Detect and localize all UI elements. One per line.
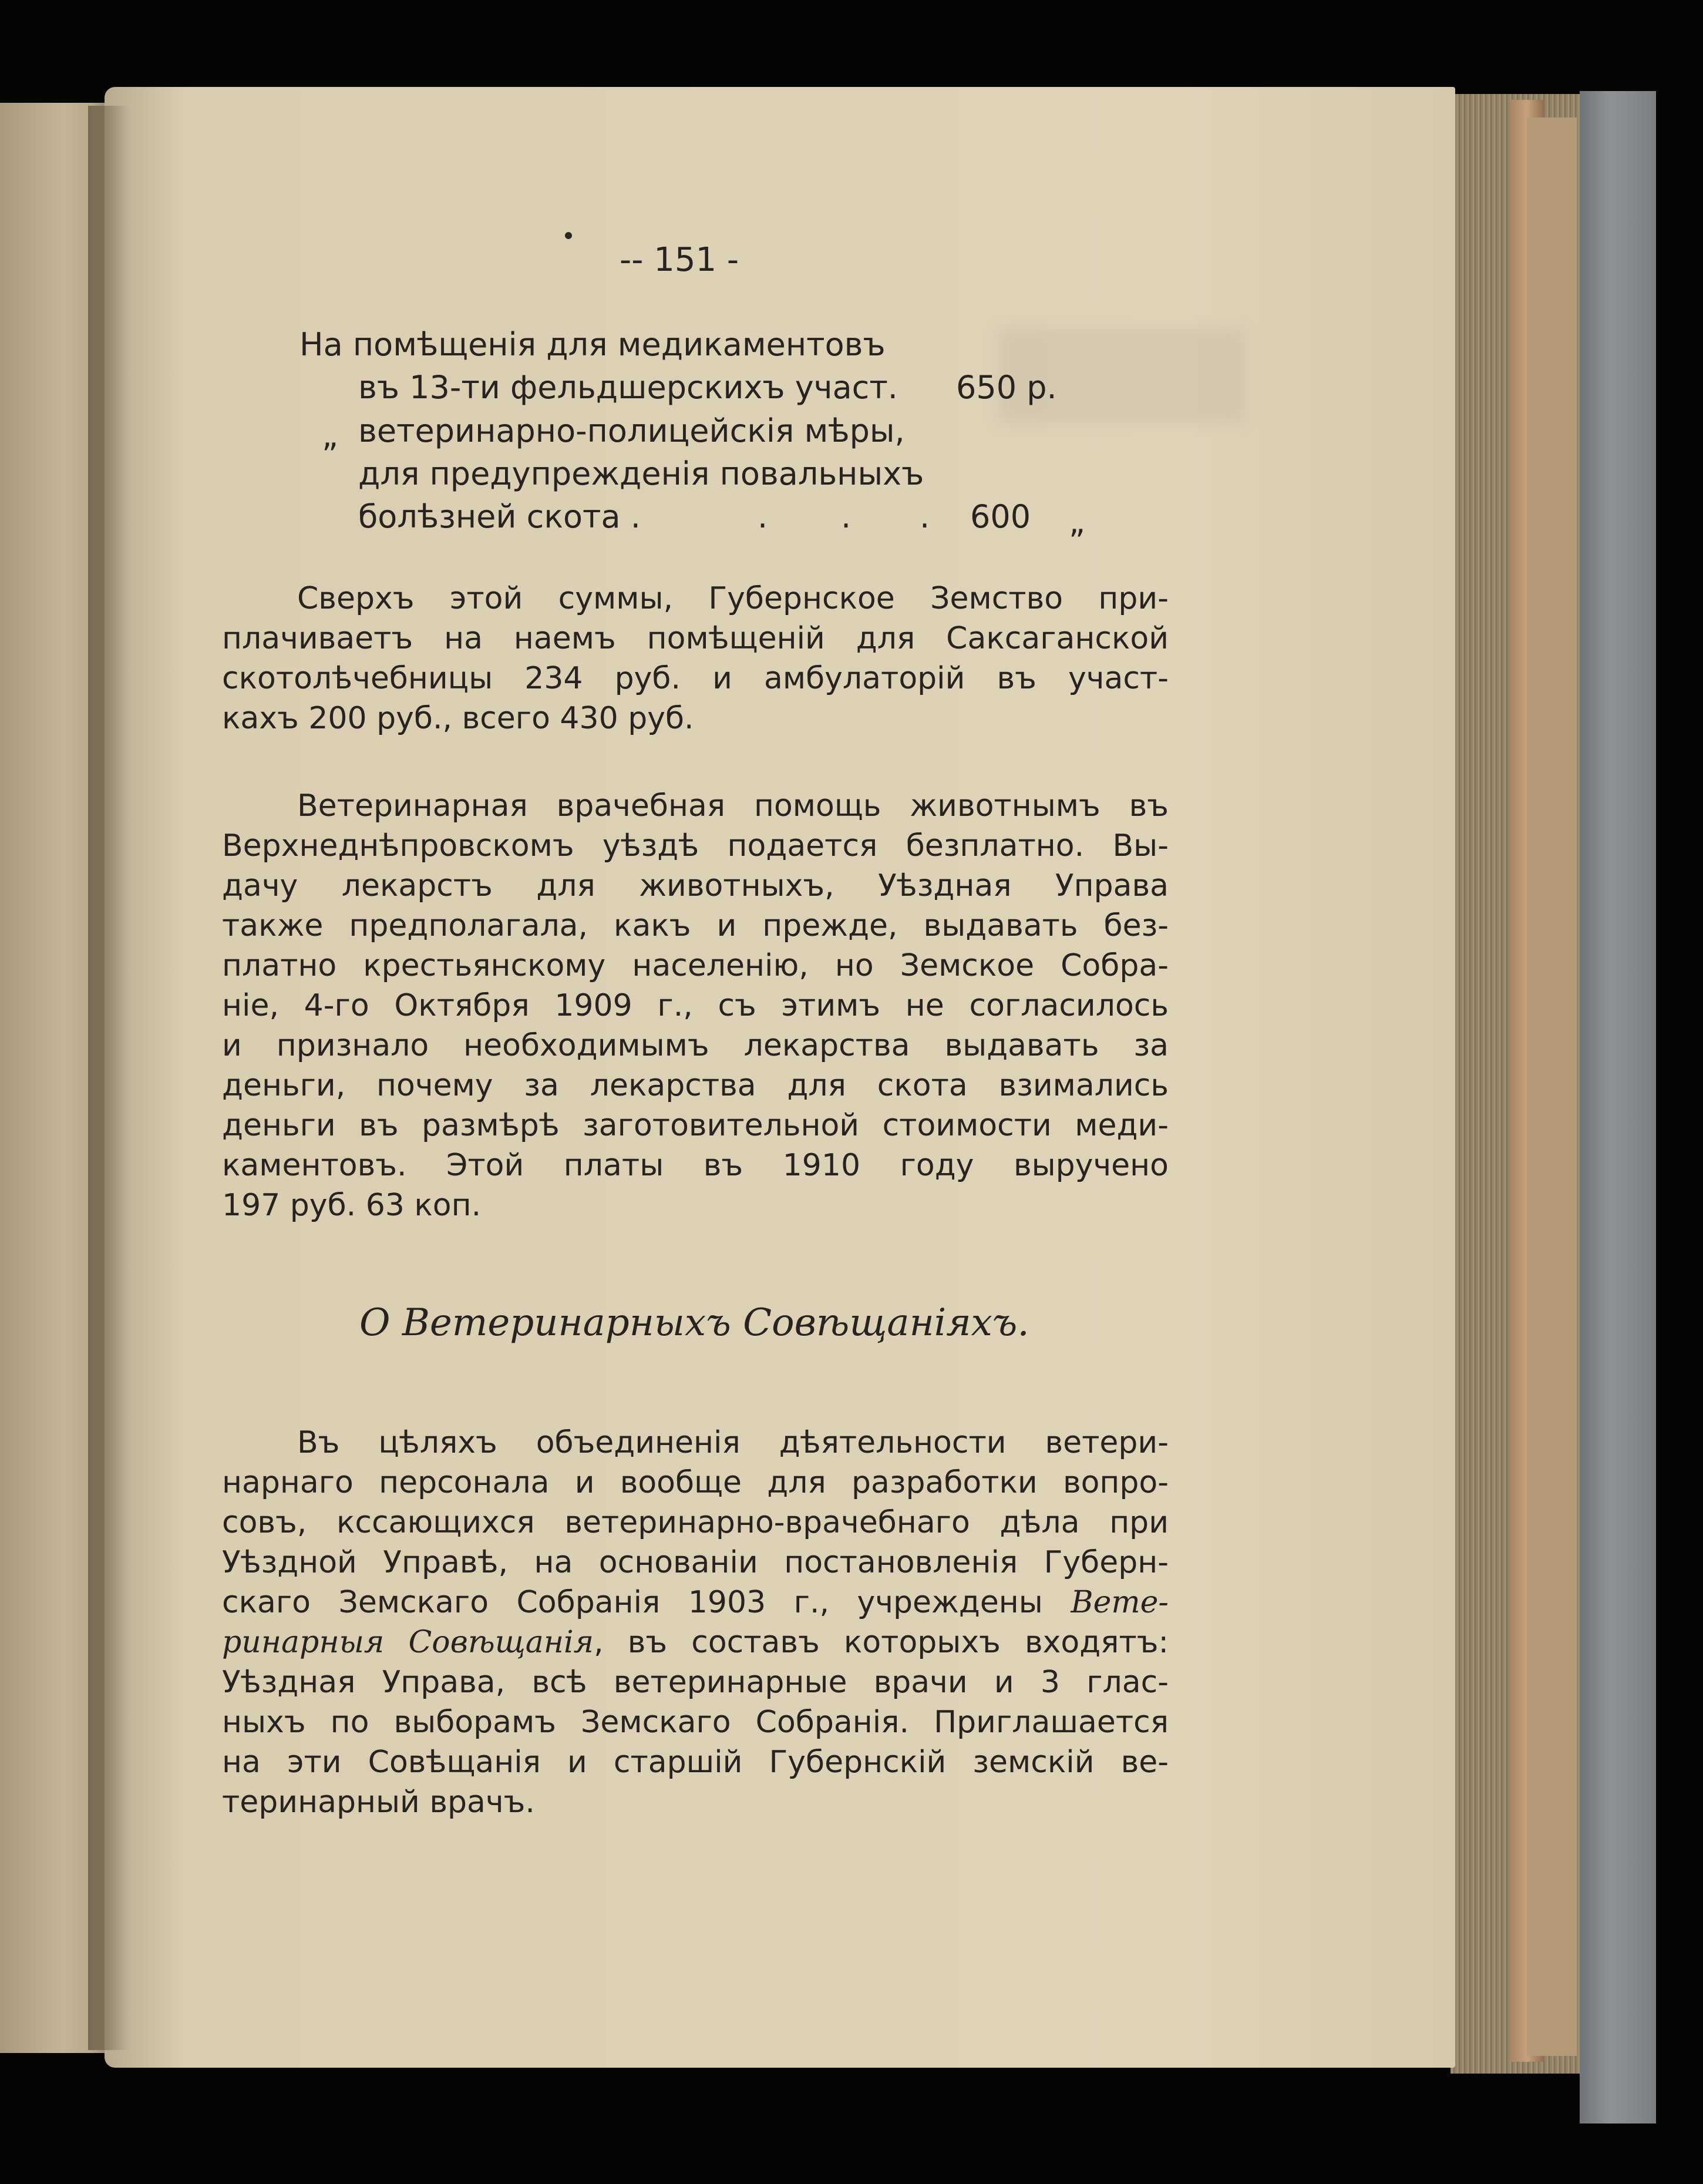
book-cover: [1580, 91, 1656, 2123]
budget-line-5: болѣзней скота .: [358, 498, 641, 535]
italic-term: Вете-: [1071, 1585, 1169, 1620]
leader-dot: .: [841, 498, 852, 535]
paragraph-1: [222, 579, 1169, 738]
text-line: каментовъ. Этой платы въ 1910 году выручено: [222, 1148, 1169, 1183]
text-line: дачу лекарстъ для животныхъ, Уѣздная Управа: [222, 868, 1169, 903]
leader-dot: .: [758, 498, 768, 535]
text-line: ніе, 4-го Октября 1909 г., съ этимъ не согласилось: [222, 988, 1169, 1023]
text-line: также предполагала, какъ и прежде, выдавать без-: [222, 908, 1169, 943]
spine-shadow: [88, 106, 129, 2050]
text-line: Уѣздной Управѣ, на основаніи постановленія Губерн-: [222, 1545, 1169, 1580]
text-segment: , въ составъ которыхъ входятъ:: [594, 1625, 1169, 1660]
text-segment: скаго Земскаго Собранія 1903 г., учреждены: [222, 1585, 1071, 1620]
text-line: плачиваетъ на наемъ помѣщеній для Саксаганской: [222, 621, 1169, 656]
text-line: деньги въ размѣрѣ заготовительной стоимости меди-: [222, 1108, 1169, 1143]
italic-term: ринарныя Совѣщанія: [222, 1625, 594, 1660]
ditto-mark: „: [1069, 503, 1085, 540]
budget-line-3: ветеринарно-полицейскія мѣры,: [358, 412, 905, 449]
text-line: Ветеринарная врачебная помощь животнымъ въ: [297, 788, 1169, 824]
text-line: деньги, почему за лекарства для скота взимались: [222, 1068, 1169, 1103]
budget-line-2: въ 13-ти фельдшерскихъ участ.: [358, 369, 898, 406]
text-line: теринарный врачъ.: [222, 1785, 535, 1820]
text-line-mixed: [222, 1582, 1169, 1622]
text-line: ныхъ по выборамъ Земскаго Собранія. Приглашается: [222, 1705, 1169, 1740]
budget-line-5-amount: 600: [970, 498, 1031, 535]
ditto-mark: „: [322, 417, 338, 454]
text-line: совъ, кссающихся ветеринарно-врачебнаго дѣла при: [222, 1505, 1169, 1540]
text-line: 197 руб. 63 коп.: [222, 1188, 482, 1223]
text-line: на эти Совѣщанія и старшій Губернскій земскій ве-: [222, 1745, 1169, 1780]
text-line-mixed: [222, 1622, 1169, 1662]
text-line: Уѣздная Управа, всѣ ветеринарные врачи и 3 глас-: [222, 1665, 1169, 1700]
budget-line-4: для предупрежденія повальныхъ: [358, 455, 924, 492]
paragraph-3: [222, 1423, 1169, 1822]
text-line: платно крестьянскому населенію, но Земское Собра-: [222, 948, 1169, 983]
text-line: Верхнеднѣпровскомъ уѣздѣ подается безплатно. Вы-: [222, 828, 1169, 863]
text-line: Сверхъ этой суммы, Губернское Земство при-: [297, 581, 1169, 616]
text-line: кахъ 200 руб., всего 430 руб.: [222, 701, 694, 736]
page-number: -- 151 -: [620, 241, 739, 279]
text-line: скотолѣчебницы 234 руб. и амбулаторій въ участ-: [222, 661, 1169, 696]
ink-dot: [565, 232, 572, 239]
budget-line-2-amount: 650 р.: [956, 369, 1057, 406]
budget-line-1: На помѣщенія для медикаментовъ: [299, 326, 886, 363]
section-heading: О Ветеринарныхъ Совѣщаніяхъ.: [359, 1301, 1029, 1345]
page-edge-block: [1527, 117, 1577, 2056]
paragraph-2: [222, 786, 1169, 1225]
leader-dot: .: [920, 498, 930, 535]
text-line: нарнаго персонала и вообще для разработки вопро-: [222, 1465, 1169, 1500]
text-line: и признало необходимымъ лекарства выдавать за: [222, 1028, 1169, 1063]
text-line: Въ цѣляхъ объединенія дѣятельности ветери-: [297, 1425, 1169, 1460]
